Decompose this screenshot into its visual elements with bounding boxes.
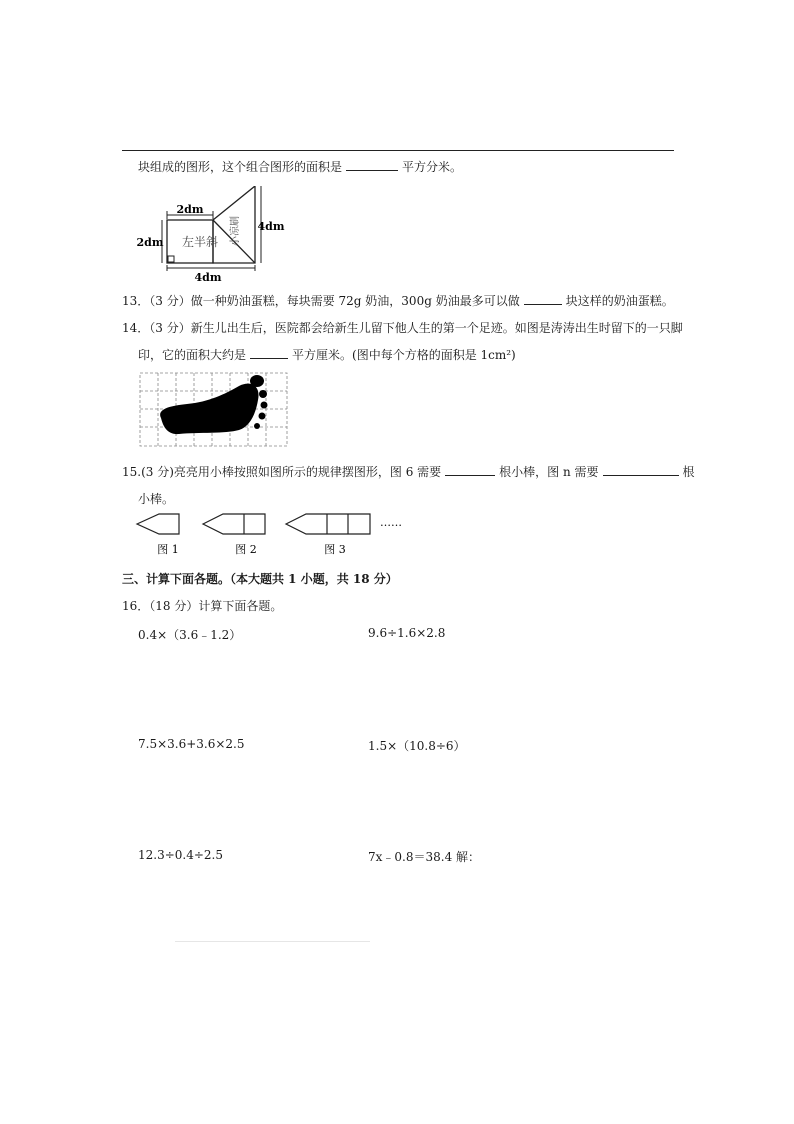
q15-text-a: 15.(3 分)亮亮用小棒按照如图所示的规律摆图形，图 6 需要	[122, 465, 442, 479]
q15-pattern-figure	[135, 510, 405, 560]
section-3-heading: 三、计算下面各题。（本大题共 1 小题，共 18 分）	[122, 572, 398, 586]
pattern-fig3	[286, 514, 370, 534]
pattern-label-3: 图 3	[324, 543, 346, 556]
q15-line1	[122, 463, 695, 480]
q13	[122, 292, 674, 309]
right-angle-mark	[168, 256, 174, 262]
pattern-label-2: 图 2	[235, 543, 257, 556]
q13-answer-blank[interactable]	[524, 292, 562, 305]
right-dim-label: 4dm	[257, 220, 285, 233]
problem-6: 7x﹣0.8＝38.4 解：	[368, 850, 481, 864]
q12-unit: 平方分米。	[402, 160, 463, 174]
pattern-fig1	[137, 514, 179, 534]
problem-1: 0.4×（3.6﹣1.2）	[138, 628, 242, 642]
pattern-label-1: 图 1	[157, 543, 179, 556]
footprint-grid-figure	[139, 372, 289, 448]
header-rule	[122, 150, 674, 151]
q15-line2: 小棒。	[138, 492, 175, 506]
q15-answer-blank-1[interactable]	[445, 463, 495, 476]
q16-title: 16．（18 分）计算下面各题。	[122, 599, 283, 613]
q12-answer-blank[interactable]	[346, 158, 398, 171]
q13-text: 13．（3 分）做一种奶油蛋糕，每块需要 72g 奶油，300g 奶油最多可以做	[122, 294, 520, 308]
q14-line2-prefix: 印，它的面积大约是	[138, 348, 247, 362]
problem-5: 12.3÷0.4÷2.5	[138, 848, 223, 862]
q12-line: 块组成的图形，这个组合图形的面积是	[138, 160, 343, 174]
q15-text-b: 根小棒，图 n 需要	[499, 465, 599, 479]
q15-text-c: 根	[682, 465, 695, 479]
q14-line2-suffix: 平方厘米。(图中每个方格的面积是 1cm²)	[292, 348, 516, 362]
top-dim-label: 2dm	[176, 203, 204, 216]
problem-2: 9.6÷1.6×2.8	[368, 626, 446, 640]
problem-4: 1.5×（10.8÷6）	[368, 739, 466, 753]
left-dim-label: 2dm	[136, 236, 164, 249]
rect-inner-text: 左半斜	[181, 235, 219, 249]
pattern-ellipsis: ……	[380, 516, 402, 529]
q14-answer-blank[interactable]	[250, 346, 288, 359]
q13-suffix: 块这样的奶油蛋糕。	[565, 294, 674, 308]
tri-inner-text: 小凉刷	[230, 216, 241, 246]
q15-answer-blank-2[interactable]	[603, 463, 679, 476]
q14-line1: 14．（3 分）新生儿出生后，医院都会给新生儿留下他人生的第一个足迹。如图是涛涛出生时留下的一只脚	[122, 321, 683, 335]
bottom-dim-label: 4dm	[194, 271, 222, 284]
pattern-fig2	[203, 514, 265, 534]
q14-line2	[138, 346, 516, 363]
problem-3: 7.5×3.6+3.6×2.5	[138, 737, 245, 751]
q12-figure	[130, 186, 300, 286]
faint-line	[175, 941, 370, 942]
q12-text	[138, 158, 462, 175]
